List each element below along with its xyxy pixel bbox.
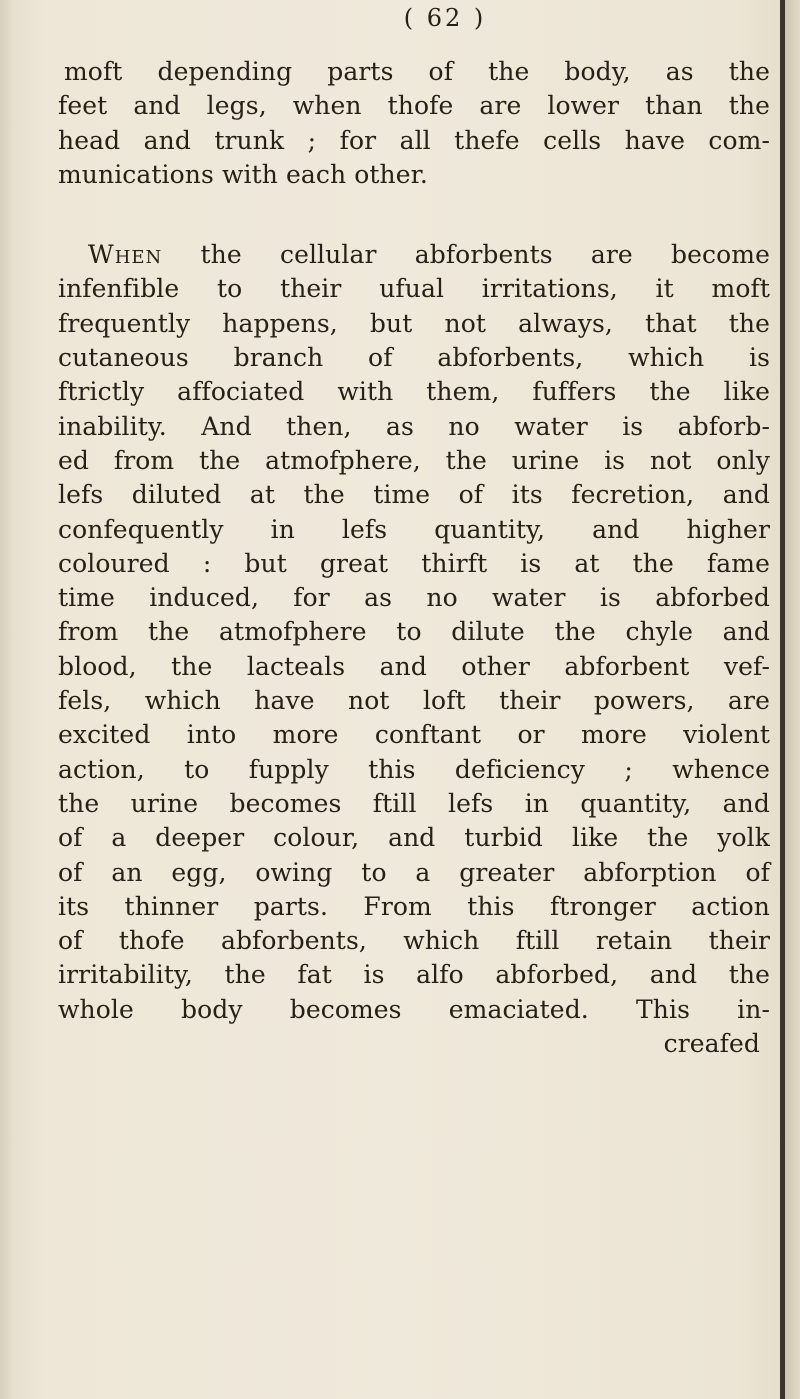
page-left-margin — [0, 0, 14, 1399]
text-line: feet and legs, when thofe are lower than the — [58, 91, 770, 121]
text-line-remainder: the cellular abforbents are become — [162, 240, 770, 270]
text-line: its thinner parts. From this ftronger action — [58, 891, 770, 921]
catchword: creafed — [663, 1029, 760, 1059]
paragraph-first-word: When — [88, 240, 163, 270]
text-line: inability. And then, as no water is abforb- — [58, 411, 770, 441]
text-line: of a deeper colour, and turbid like the yolk — [58, 823, 770, 853]
body-text — [58, 55, 770, 1061]
text-line: ed from the atmofphere, the urine is not only — [58, 445, 770, 475]
text-line: blood, the lacteals and other abforbent vef- — [58, 651, 770, 681]
paragraph-opening-line — [58, 238, 770, 272]
text-line: lefs diluted at the time of its fecretion, and — [58, 480, 770, 510]
text-line: time induced, for as no water is abforbed — [58, 583, 770, 613]
text-line: of an egg, owing to a greater abforption of — [58, 857, 770, 887]
text-line: frequently happens, but not always, that the — [58, 308, 770, 338]
text-line: the urine becomes ftill lefs in quantity, and — [58, 788, 770, 818]
text-line: confequently in lefs quantity, and higher — [58, 514, 770, 544]
page-number: ( 62 ) — [403, 4, 487, 32]
text-line: munications with each other. — [58, 159, 428, 189]
paragraph-break — [58, 192, 770, 238]
text-line: coloured : but great thirft is at the fame — [58, 548, 770, 578]
text-line: fels, which have not loft their powers, are — [58, 686, 770, 716]
text-line: excited into more conftant or more violent — [58, 720, 770, 750]
text-line: action, to fupply this deficiency ; whence — [58, 754, 770, 784]
text-line: irritability, the fat is alfo abforbed, and the — [58, 960, 770, 990]
text-line: whole body becomes emaciated. This in- — [58, 994, 770, 1024]
text-line: moft depending parts of the body, as the — [64, 57, 770, 86]
text-line: from the atmofphere to dilute the chyle and — [58, 617, 770, 647]
text-line: cutaneous branch of abforbents, which is — [58, 343, 770, 373]
text-line: of thofe abforbents, which ftill retain their — [58, 926, 770, 956]
text-line: ftrictly affociated with them, fuffers the like — [58, 377, 770, 407]
text-line: infenfible to their ufual irritations, it moft — [58, 274, 770, 304]
adjacent-page-edge — [785, 0, 800, 1399]
text-line: head and trunk ; for all thefe cells have com- — [58, 125, 770, 155]
